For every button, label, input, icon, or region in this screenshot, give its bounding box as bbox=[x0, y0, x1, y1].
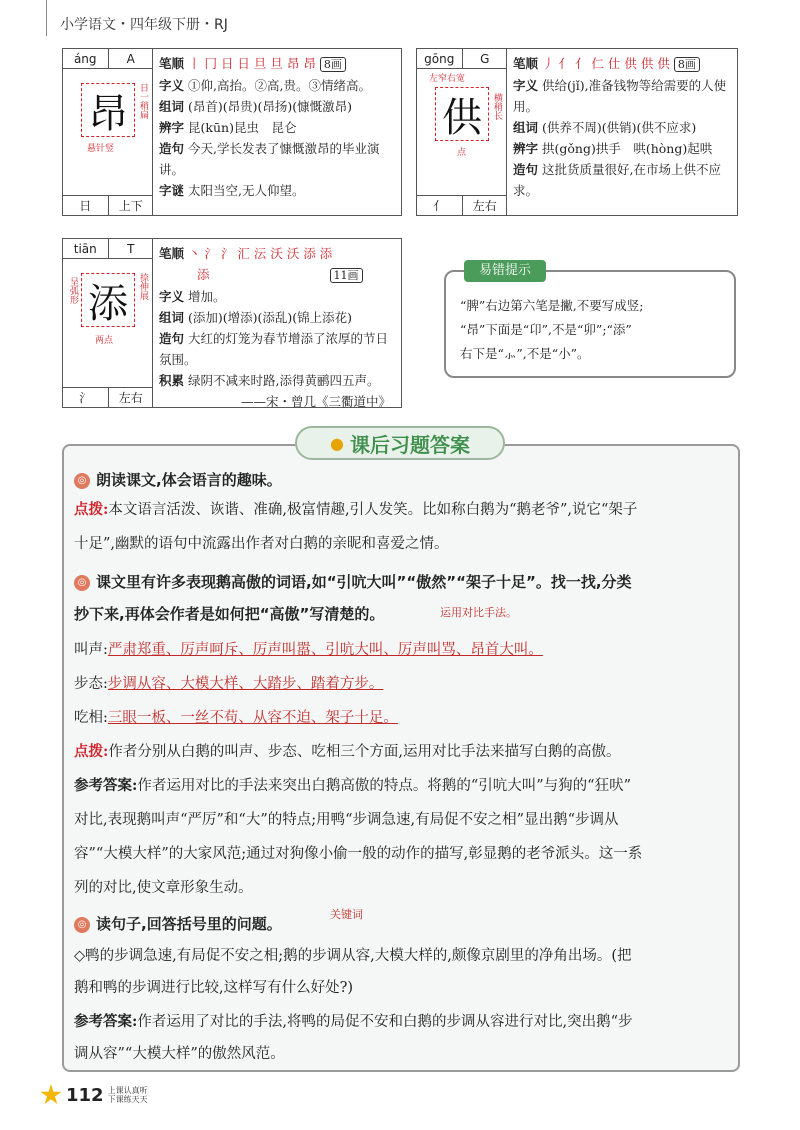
strokes-label: 笔顺 bbox=[513, 56, 539, 71]
meaning-label: 字义 bbox=[513, 78, 539, 93]
structure: 左右 bbox=[462, 196, 508, 215]
sentence-label: 造句 bbox=[159, 331, 185, 346]
q2-answer-1: 参考答案:作者运用对比的手法来突出白鹅高傲的特点。将鹅的“引吭大叫”与狗的“狂吠” bbox=[74, 777, 632, 794]
writing-note-right: 日一稍扁 bbox=[138, 83, 148, 119]
riddle-label: 字谜 bbox=[159, 183, 185, 198]
big-char: 昂 bbox=[81, 83, 135, 137]
page-number: 112 bbox=[66, 1084, 104, 1106]
accumulate-label: 积累 bbox=[159, 373, 185, 388]
stroke-count: 11画 bbox=[330, 268, 363, 283]
pinyin: gōng bbox=[424, 52, 455, 66]
structure: 上下 bbox=[108, 196, 154, 215]
pinyin: tiān bbox=[73, 242, 97, 256]
char-grid bbox=[63, 239, 153, 407]
char-card-gong bbox=[416, 48, 738, 216]
q2-answer-2: 对比,表现鹅叫声“严厉”和“大”的特点;用鸭“步调急速,有局促不安之相”显出鹅“步调从 bbox=[74, 812, 619, 828]
question-2: ◎ 课文里有许多表现鹅高傲的词语,如“引吭大叫”“傲然”“架子十足”。找一找,分类 bbox=[74, 572, 734, 592]
sentence: 大红的灯笼为春节增添了浓厚的节日氛围。 bbox=[159, 331, 389, 367]
hint-line-2: “昂”下面是“卬”,不是“卯”;“添” bbox=[460, 322, 632, 337]
meaning: 增加。 bbox=[188, 289, 226, 304]
words-label: 组词 bbox=[159, 99, 185, 114]
poem-source: ——宋・曾几《三衢道中》 bbox=[240, 394, 391, 409]
structure: 左右 bbox=[108, 388, 154, 407]
cry-row: 叫声:严肃郑重、厉声呵斥、厉声叫嚣、引吭大叫、厉声叫骂、昂首大叫。 bbox=[74, 642, 543, 658]
writing-note-right: 横稍长 bbox=[492, 93, 502, 120]
words-label: 组词 bbox=[159, 310, 185, 325]
sentence-label: 造句 bbox=[159, 141, 185, 156]
q1-tip: 点拨:本文语言活泼、诙谐、准确,极富情趣,引人发笑。比如称白鹅为“鹅老爷”,说它“架子 bbox=[74, 501, 638, 518]
sentence: 这批货质量很好,在市场上供不应求。 bbox=[513, 162, 721, 198]
meaning: 供给(jǐ),准备钱物等给需要的人使用。 bbox=[513, 78, 727, 114]
accumulate: 绿阴不减来时路,添得黄鹂四五声。 bbox=[188, 373, 380, 388]
hint-line-3: 右下是“⺗”,不是“小”。 bbox=[460, 346, 590, 361]
question-icon: ◎ bbox=[74, 917, 90, 933]
page-footer bbox=[40, 1084, 148, 1106]
radical: 日 bbox=[79, 199, 92, 213]
words: (添加)(增添)(添乱)(锦上添花) bbox=[188, 310, 353, 325]
strokes: 丿 亻 亻 仁 仕 供 供 供 bbox=[542, 56, 670, 71]
star-icon bbox=[40, 1084, 62, 1106]
writing-note-bottom: 点 bbox=[457, 148, 467, 158]
radical: 亻 bbox=[433, 199, 446, 213]
char-card-ang bbox=[62, 48, 402, 216]
words-label: 组词 bbox=[513, 120, 539, 135]
q2-answer-3: 容”“大模大样”的大家风范;通过对狗像小偷一般的动作的描写,彰显鹅的老爷派头。这一系 bbox=[74, 846, 643, 862]
hint-title: 易错提示 bbox=[464, 260, 546, 282]
annotation-keywords: 关键词 bbox=[330, 908, 363, 921]
char-grid bbox=[417, 49, 507, 215]
stroke-count: 8画 bbox=[320, 57, 346, 72]
sentence: 今天,学长发表了慷慨激昂的毕业演讲。 bbox=[159, 141, 380, 177]
question-1: ◎ 朗读课文,体会语言的趣味。 bbox=[74, 470, 734, 490]
radical: 氵 bbox=[79, 391, 92, 405]
walk-row: 步态:步调从容、大模大样、大踏步、踏着方步。 bbox=[74, 676, 384, 692]
page-header: 小学语文・四年级下册・RJ bbox=[60, 17, 228, 33]
big-char: 供 bbox=[435, 87, 489, 141]
sentence-label: 造句 bbox=[513, 162, 539, 177]
letter: G bbox=[462, 49, 508, 68]
q2-tip: 点拨:作者分别从白鹅的叫声、步态、吃相三个方面,运用对比手法来描写白鹅的高傲。 bbox=[74, 743, 621, 760]
char-card-tian bbox=[62, 238, 402, 408]
pinyin: áng bbox=[73, 52, 97, 66]
letter: A bbox=[108, 49, 154, 68]
stroke-count: 8画 bbox=[674, 57, 700, 72]
answers-title-text: 课后习题答案 bbox=[349, 432, 470, 457]
strokes-line-2: 添 bbox=[197, 267, 210, 282]
strokes-label: 笔顺 bbox=[159, 246, 185, 261]
answers-title bbox=[295, 426, 505, 460]
letter: T bbox=[108, 239, 154, 258]
meaning-label: 字义 bbox=[159, 289, 185, 304]
q3-sentence-2: 鹅和鸭的步调进行比较,这样写有什么好处?) bbox=[74, 980, 354, 996]
eat-row: 吃相:三眼一板、一丝不苟、从容不迫、架子十足。 bbox=[74, 710, 398, 726]
riddle: 太阳当空,无人仰望。 bbox=[188, 183, 305, 198]
q3-answer-2: 调从容”“大模大样”的傲然风范。 bbox=[74, 1046, 285, 1062]
q3-answer-1: 参考答案:作者运用了对比的手法,将鸭的局促不安和白鹅的步调从容进行对比,突出鹅“步 bbox=[74, 1013, 633, 1030]
question-icon: ◎ bbox=[74, 575, 90, 591]
question-icon: ◎ bbox=[74, 473, 90, 489]
meaning: ①仰,高抬。②高,贵。③情绪高。 bbox=[188, 78, 371, 93]
hint-line-1: “脾”右边第六笔是撇,不要写成竖; bbox=[460, 298, 644, 313]
writing-note-top: 左窄右宽 bbox=[429, 74, 466, 84]
question-2b: 抄下来,再体会作者是如何把“高傲”写清楚的。 bbox=[74, 605, 385, 623]
words: (供养不周)(供销)(供不应求) bbox=[542, 120, 697, 135]
words: (昂首)(昂贵)(昂扬)(慷慨激昂) bbox=[188, 99, 353, 114]
annotation-contrast: 运用对比手法。 bbox=[440, 606, 517, 619]
strokes: 丨 冂 日 日 旦 旦 昂 昂 bbox=[188, 56, 316, 71]
q3-sentence-1: ◇鸭的步调急速,有局促不安之相;鹅的步调从容,大模大样的,颇像京剧里的净角出场。(把 bbox=[74, 948, 632, 964]
writing-note-right: 捺伸展 bbox=[138, 273, 148, 300]
distinguish-label: 辨字 bbox=[513, 141, 539, 156]
writing-note-bottom: 悬针竖 bbox=[87, 144, 115, 154]
q2-answer-4: 列的对比,使文章形象生动。 bbox=[74, 880, 253, 896]
writing-note-bottom: 两点 bbox=[95, 336, 114, 346]
writing-note-left: 呈弧形 bbox=[68, 277, 78, 304]
question-3: ◎ 读句子,回答括号里的问题。 bbox=[74, 914, 734, 934]
big-char: 添 bbox=[81, 273, 135, 327]
strokes-label: 笔顺 bbox=[159, 56, 185, 71]
char-grid bbox=[63, 49, 153, 215]
distinguish-label: 辨字 bbox=[159, 120, 185, 135]
distinguish: 拱(gǒng)拱手 哄(hòng)起哄 bbox=[542, 141, 713, 156]
footer-slogan: 上课认真听 下课练天天 bbox=[107, 1086, 148, 1104]
header-divider bbox=[46, 0, 47, 36]
lightbulb-icon: ● bbox=[330, 433, 344, 453]
strokes: 丶 氵 氵 汇 沄 沃 沃 添 添 bbox=[188, 246, 333, 261]
q1-tip-2: 十足”,幽默的语句中流露出作者对白鹅的亲昵和喜爱之情。 bbox=[74, 536, 449, 552]
error-hint-box bbox=[444, 263, 736, 378]
distinguish: 昆(kūn)昆虫 昆仑 bbox=[188, 120, 297, 135]
meaning-label: 字义 bbox=[159, 78, 185, 93]
